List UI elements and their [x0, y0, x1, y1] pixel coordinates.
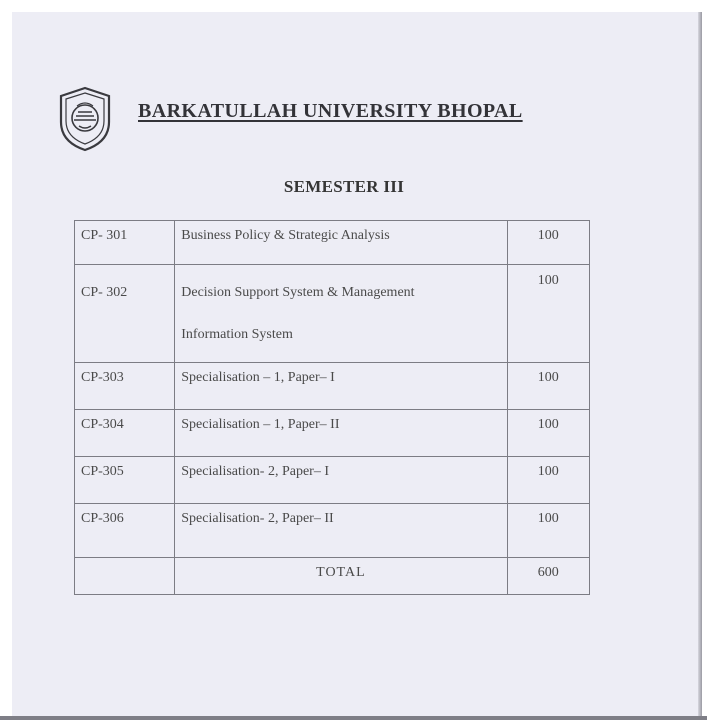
course-title: Specialisation- 2, Paper– II: [175, 504, 507, 558]
total-label: TOTAL: [175, 558, 507, 595]
total-row: [75, 558, 590, 595]
course-title: Business Policy & Strategic Analysis: [175, 221, 507, 265]
table-row: [75, 457, 590, 504]
course-code: CP- 301: [75, 221, 175, 265]
course-code: CP-303: [75, 363, 175, 410]
course-title-line: Information System: [181, 327, 293, 342]
table-row: [75, 221, 590, 265]
course-marks: 100: [507, 504, 589, 558]
table-row: [75, 363, 590, 410]
course-title: [175, 265, 507, 363]
table-row: [75, 265, 590, 363]
course-code: CP-306: [75, 504, 175, 558]
course-table: [74, 220, 590, 595]
course-marks: 100: [507, 410, 589, 457]
course-title-line: Decision Support System & Management: [181, 285, 415, 300]
course-title: Specialisation- 2, Paper– I: [175, 457, 507, 504]
page-edge: [0, 716, 707, 720]
university-name: BARKATULLAH UNIVERSITY BHOPAL: [138, 100, 523, 122]
course-code: CP-305: [75, 457, 175, 504]
table-row: [75, 504, 590, 558]
university-seal-icon: [57, 86, 113, 152]
course-title: Specialisation – 1, Paper– I: [175, 363, 507, 410]
course-code: CP- 302: [75, 265, 175, 363]
course-marks: 100: [507, 457, 589, 504]
course-title: Specialisation – 1, Paper– II: [175, 410, 507, 457]
table-row: [75, 410, 590, 457]
total-marks: 600: [507, 558, 589, 595]
course-marks: 100: [507, 363, 589, 410]
course-marks: 100: [507, 265, 589, 363]
total-empty-cell: [75, 558, 175, 595]
course-marks: 100: [507, 221, 589, 265]
course-code: CP-304: [75, 410, 175, 457]
semester-title: SEMESTER III: [283, 177, 405, 196]
